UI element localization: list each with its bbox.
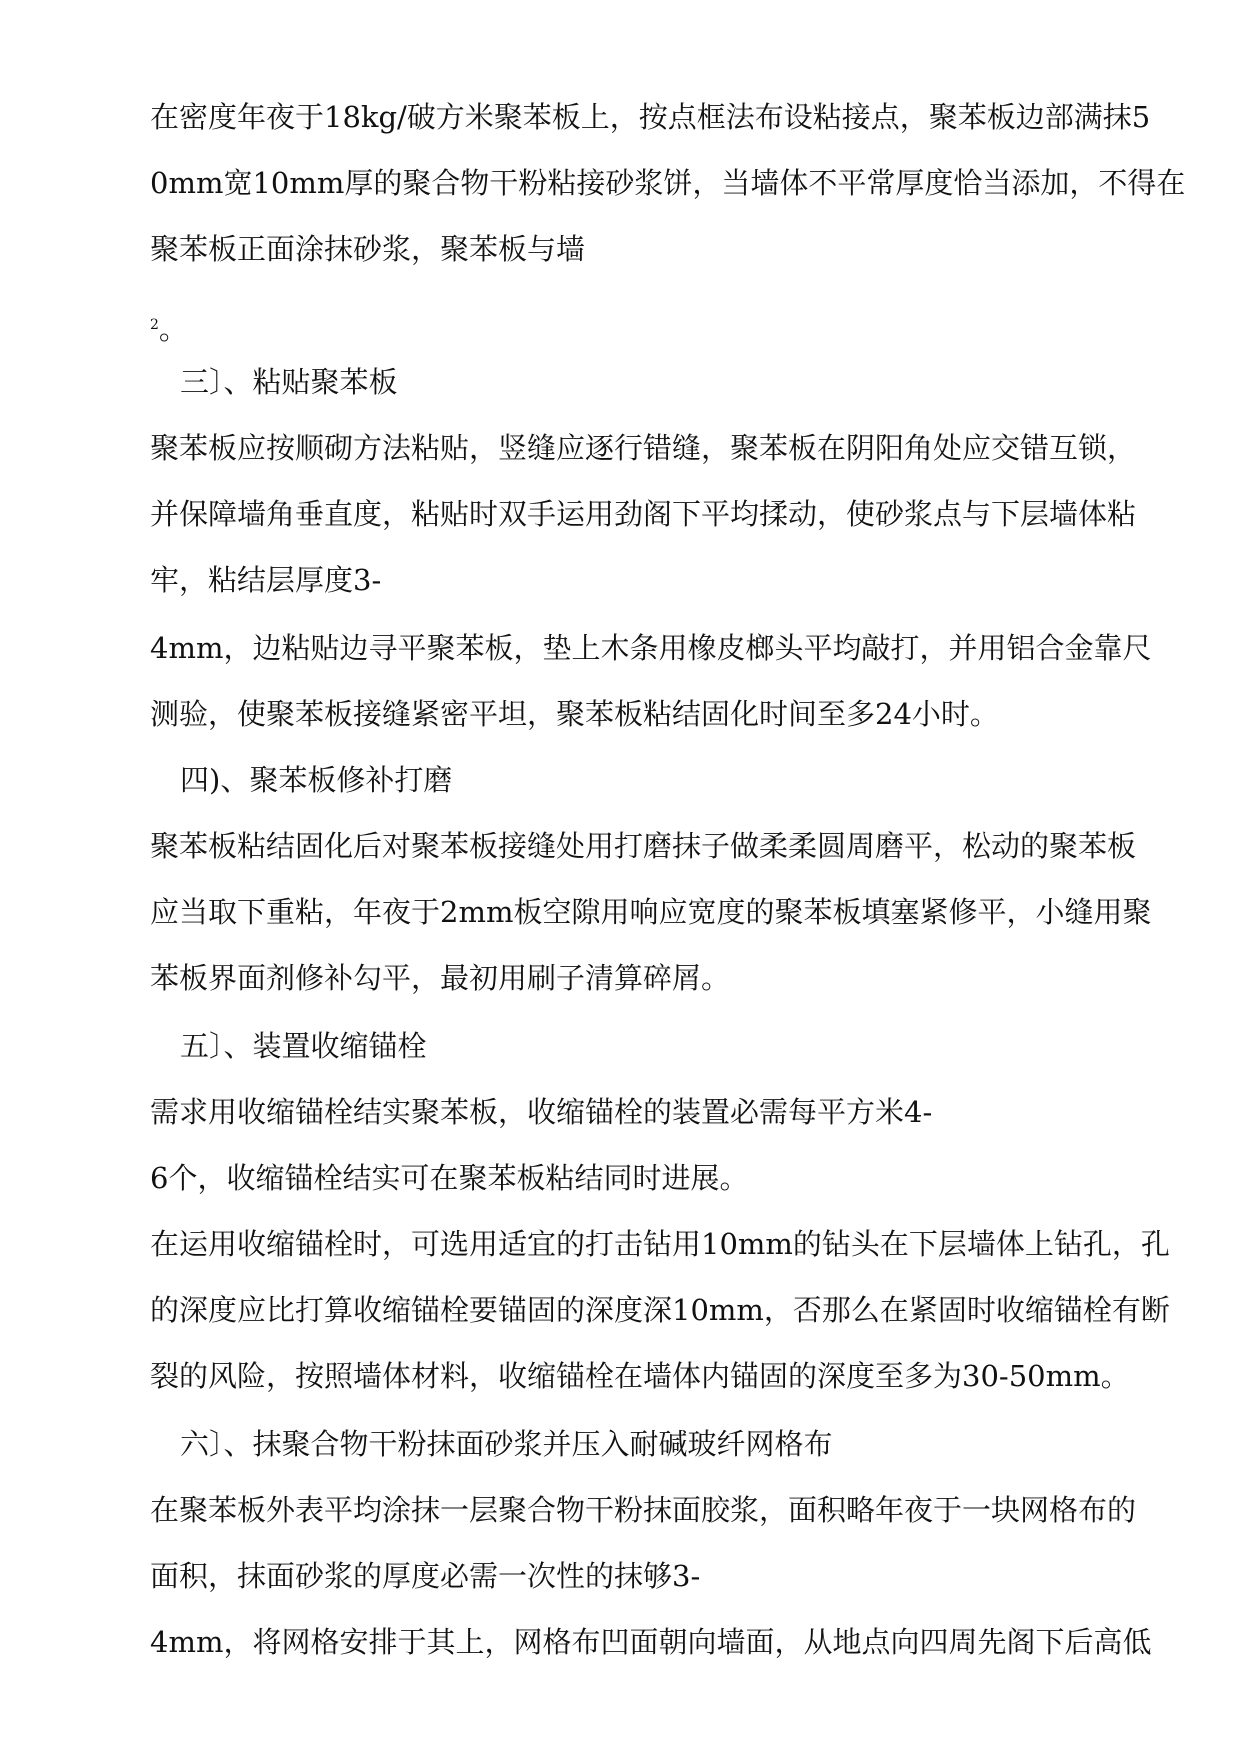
paragraph-line: 并保障墙角垂直度，粘贴时双手运用劲阁下平均揉动，使砂浆点与下层墙体粘 — [150, 497, 1137, 531]
paragraph-line: 在运用收缩锚栓时，可选用适宜的打击钻用10mm的钻头在下层墙体上钻孔，孔 — [150, 1227, 1170, 1261]
fragment-suffix: 。 — [158, 312, 188, 346]
section-heading: 六〕、抹聚合物干粉抹面砂浆并压入耐碱玻纤网格布 — [180, 1427, 833, 1461]
paragraph-line: 牢，粘结层厚度3- — [150, 563, 382, 597]
paragraph-line: 的深度应比打算收缩锚栓要锚固的深度深10mm，否那么在紧固时收缩锚栓有断 — [150, 1293, 1170, 1327]
paragraph-line: 6个，收缩锚栓结实可在聚苯板粘结同时进展。 — [150, 1161, 749, 1195]
paragraph-line: 苯板界面剂修补勾平，最初用刷子清算碎屑。 — [150, 961, 731, 995]
paragraph-line: 聚苯板粘结固化后对聚苯板接缝处用打磨抹子做柔柔圆周磨平，松动的聚苯板 — [150, 829, 1137, 863]
section-heading: 五〕、装置收缩锚栓 — [180, 1029, 427, 1063]
paragraph-line: 在聚苯板外表平均涂抹一层聚合物干粉抹面胶浆，面积略年夜于一块网格布的 — [150, 1493, 1137, 1527]
section-heading: 三〕、粘贴聚苯板 — [180, 365, 398, 399]
paragraph-line: 4mm，边粘贴边寻平聚苯板，垫上木条用橡皮榔头平均敲打，并用铝合金靠尺 — [150, 631, 1152, 665]
paragraph-line: 聚苯板应按顺砌方法粘贴，竖缝应逐行错缝，聚苯板在阴阳角处应交错互锁， — [150, 431, 1137, 465]
paragraph-line: 测验，使聚苯板接缝紧密平坦，聚苯板粘结固化时间至多24小时。 — [150, 697, 999, 731]
paragraph-line: 在密度年夜于18kg/破方米聚苯板上，按点框法布设粘接点，聚苯板边部满抹5 — [150, 100, 1151, 134]
fragment-line — [150, 312, 188, 346]
section-heading: 四)、聚苯板修补打磨 — [180, 763, 453, 797]
paragraph-line: 应当取下重粘，年夜于2mm板空隙用响应宽度的聚苯板填塞紧修平，小缝用聚 — [150, 895, 1152, 929]
paragraph-line: 聚苯板正面涂抹砂浆，聚苯板与墙 — [150, 232, 586, 266]
paragraph-line: 4mm，将网格安排于其上，网格布凹面朝向墙面，从地点向四周先阁下后高低 — [150, 1625, 1152, 1659]
paragraph-line: 面积，抹面砂浆的厚度必需一次性的抹够3- — [150, 1559, 701, 1593]
paragraph-line: 裂的风险，按照墙体材料，收缩锚栓在墙体内锚固的深度至多为30-50mm。 — [150, 1359, 1130, 1393]
paragraph-line: 0mm宽10mm厚的聚合物干粉粘接砂浆饼，当墙体不平常厚度恰当添加，不得在 — [150, 166, 1186, 200]
paragraph-line: 需求用收缩锚栓结实聚苯板，收缩锚栓的装置必需每平方米4- — [150, 1095, 933, 1129]
superscript-fragment: 2 — [150, 317, 159, 333]
